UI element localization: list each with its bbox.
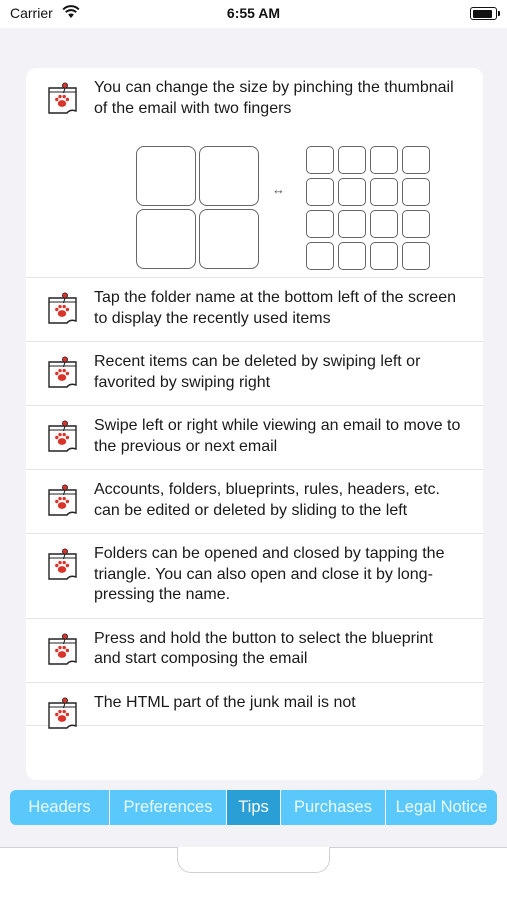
tip-text: The HTML part of the junk mail is not <box>94 693 356 711</box>
thumbnail-small <box>306 210 334 238</box>
battery-icon <box>470 7 497 20</box>
tip-text: Recent items can be deleted by swiping left or favorited by swiping right <box>94 353 421 391</box>
tip-item <box>26 342 483 406</box>
thumbnail-small <box>402 210 430 238</box>
tip-item <box>26 619 483 683</box>
thumbnail-small <box>402 178 430 206</box>
thumbnail-large <box>136 209 196 269</box>
tip-item <box>26 278 483 342</box>
thumbnail-small <box>402 242 430 270</box>
pinch-illustration <box>26 119 463 277</box>
tip-text: Tap the folder name at the bottom left of the screen to display the recently used items <box>94 289 456 327</box>
thumbnail-large <box>199 209 259 269</box>
memo-paw-icon <box>46 82 80 116</box>
tab-bar <box>10 790 497 825</box>
thumbnail-large <box>199 146 259 206</box>
tip-item <box>26 406 483 470</box>
tip-text: Folders can be opened and closed by tapping the triangle. You can also open and close it by long-pressing the name. <box>94 545 445 603</box>
thumbnail-small <box>338 210 366 238</box>
memo-paw-icon <box>46 633 80 667</box>
thumbnail-small <box>306 242 334 270</box>
tab-purchases[interactable]: Purchases <box>281 790 386 825</box>
tip-item <box>26 534 483 619</box>
thumbnail-large <box>136 146 196 206</box>
status-time: 6:55 AM <box>226 5 281 21</box>
memo-paw-icon <box>46 292 80 326</box>
thumbnail-small <box>338 146 366 174</box>
tab-legal-notice[interactable]: Legal Notice <box>395 798 488 816</box>
tip-item <box>26 470 483 534</box>
thumbnail-small <box>338 242 366 270</box>
memo-paw-icon <box>46 697 80 731</box>
tab-headers[interactable]: Headers <box>10 790 110 825</box>
tab-tips[interactable]: Tips <box>227 790 281 825</box>
thumbnail-small <box>306 178 334 206</box>
thumbnail-small <box>370 242 398 270</box>
resize-arrow-icon: ↔ <box>272 182 285 197</box>
tab-preferences[interactable]: Preferences <box>110 790 227 825</box>
tip-text: Swipe left or right while viewing an email to move to the previous or next email <box>94 417 461 455</box>
memo-paw-icon <box>46 484 80 518</box>
thumbnail-small <box>370 178 398 206</box>
thumbnail-small <box>402 146 430 174</box>
thumbnail-small <box>338 178 366 206</box>
tip-item <box>26 68 483 278</box>
memo-paw-icon <box>46 356 80 390</box>
bottom-toolbar <box>0 847 507 900</box>
thumbnail-small <box>370 210 398 238</box>
tip-item <box>26 683 483 727</box>
memo-paw-icon <box>46 420 80 454</box>
tip-text: Accounts, folders, blueprints, rules, headers, etc. can be edited or deleted by sliding to the left <box>94 481 440 519</box>
thumbnail-small <box>306 146 334 174</box>
tip-text: Press and hold the button to select the blueprint and start composing the email <box>94 629 433 667</box>
tip-text: You can change the size by pinching the thumbnail of the email with two fingers <box>94 79 454 117</box>
status-bar <box>0 0 507 28</box>
tips-card[interactable] <box>26 68 483 780</box>
battery-level <box>473 10 492 18</box>
drawer-handle[interactable] <box>177 847 330 873</box>
carrier-label: Carrier <box>10 5 53 21</box>
memo-paw-icon <box>46 548 80 582</box>
thumbnail-small <box>370 146 398 174</box>
